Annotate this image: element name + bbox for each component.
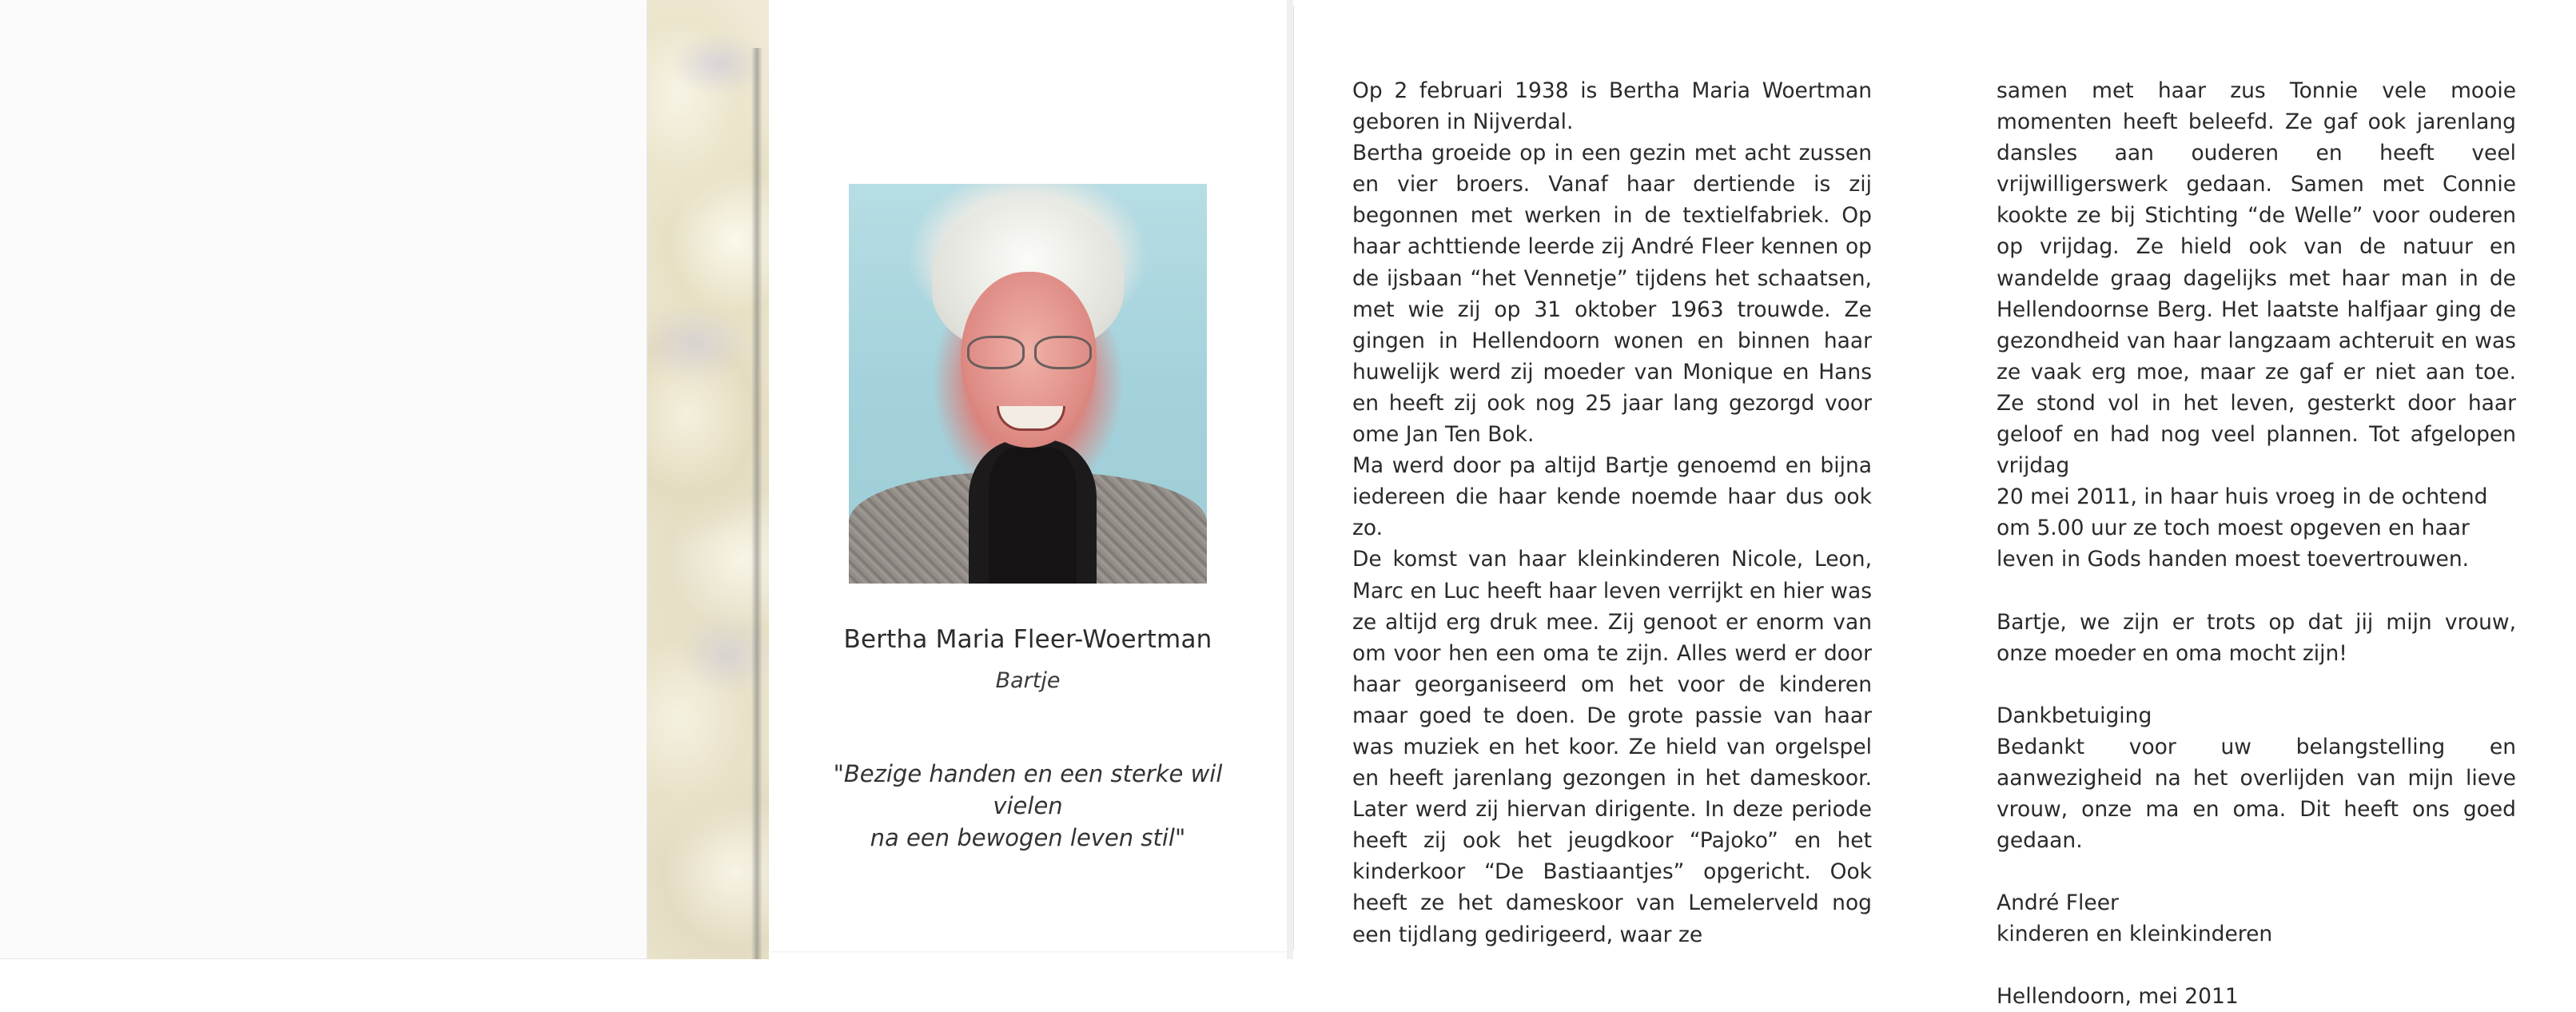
quote-line-2: na een bewogen leven stil" — [870, 824, 1186, 851]
biography-column-left — [1352, 75, 1872, 950]
closing-statement: Bartje, we zijn er trots op dat jij mijn vrouw, onze moeder en oma mocht zijn! — [1997, 609, 2516, 666]
deceased-nickname: Bartje — [995, 668, 1061, 693]
memorial-quote — [801, 758, 1255, 854]
biography-column-right — [1997, 75, 2516, 1012]
biography-paragraph: Ma werd door pa altijd Bartje genoemd en bijna iedereen die haar kende noemde haar dus ook zo. — [1352, 453, 1872, 541]
biography-continuation: samen met haar zus Tonnie vele mooie momenten heeft beleefd. Ze gaf ook jarenlang dansles aan ouderen en heeft veel vrijwilligerswerk gedaan. Samen met Connie kookte ze bij Stichting “de Welle” voor ouderen op vrijdag. Ze hield ook van de natuur en wandelde graag dagelijks met haar man in de Hellendoornse Berg. Het laatste halfjaar ging de gezondheid van haar langzaam achteruit en was ze vaak erg moe, maar ze gaf er niet aan toe. Ze stond vol in het leven, gesterkt door haar geloof en had nog veel plannen. Tot afgelopen vrijdag — [1997, 78, 2516, 479]
photo-scarf-front — [989, 448, 1077, 584]
signature-family: kinderen en kleinkinderen — [1997, 922, 2273, 947]
biography-paragraph: Bertha groeide op in een gezin met acht zussen en vier broers. Vanaf haar dertiende is zij begonnen met werken in de textielfabriek. Op haar achttiende leerde zij André Fleer kennen op de ijsbaan “het Vennetje” tijdens het schaatsen, met wie zij op 31 oktober 1963 trouwde. Ze gingen in Hellendoorn wonen en binnen haar huwelijk werd zij moeder van Monique en Hans en heeft zij ook nog 25 jaar lang gezorgd voor ome Jan Ten Bok. — [1352, 141, 1872, 448]
blank-back-panel — [0, 0, 647, 959]
thanks-text: Bedankt voor uw belangstelling en aanwezigheid na het overlijden van mijn lieve vrouw, onze ma en oma. Dit heeft ons goed gedaan. — [1997, 734, 2516, 854]
inside-panel — [1293, 6, 2572, 1010]
quote-line-1: "Bezige handen en een sterke wil vielen — [833, 760, 1223, 819]
biography-paragraph: De komst van haar kleinkinderen Nicole, Leon, Marc en Luc heeft haar leven verrijkt en hier was ze altijd erg druk mee. Zij genoot er enorm van om voor hen een oma te zijn. Alles werd er door haar georganiseerd om het voor de kinderen maar goed te doen. De grote passie van haar was muziek en het koor. Ze hield van orgelspel en heeft jarenlang gezongen in het dameskoor. Later werd zij hiervan dirigente. In deze periode heeft zij ook het jeugdkoor “Pajoko” en het kinderkoor “De Bastiaantjes” opgericht. Ook heeft ze het dameskoor van Lemelerveld nog een tijdlang gedirigeerd, waar ze — [1352, 547, 1872, 947]
card-fold-line — [751, 48, 762, 959]
front-panel — [769, 0, 1287, 951]
deceased-name: Bertha Maria Fleer-Woertman — [843, 625, 1212, 654]
signature-name: André Fleer — [1997, 890, 2119, 916]
portrait-photo — [849, 184, 1207, 576]
photo-glasses — [967, 336, 1092, 368]
biography-paragraph: Op 2 februari 1938 is Bertha Maria Woertman geboren in Nijverdal. — [1352, 78, 1872, 135]
thanks-heading: Dankbetuiging — [1997, 703, 2152, 728]
place-and-date: Hellendoorn, mei 2011 — [1997, 984, 2239, 1010]
biography-final-lines: 20 mei 2011, in haar huis vroeg in de ochtend om 5.00 uur ze toch moest opgeven en haar leven in Gods handen moest toevertrouwen. — [1997, 484, 2488, 572]
center-gap — [1287, 0, 1293, 959]
